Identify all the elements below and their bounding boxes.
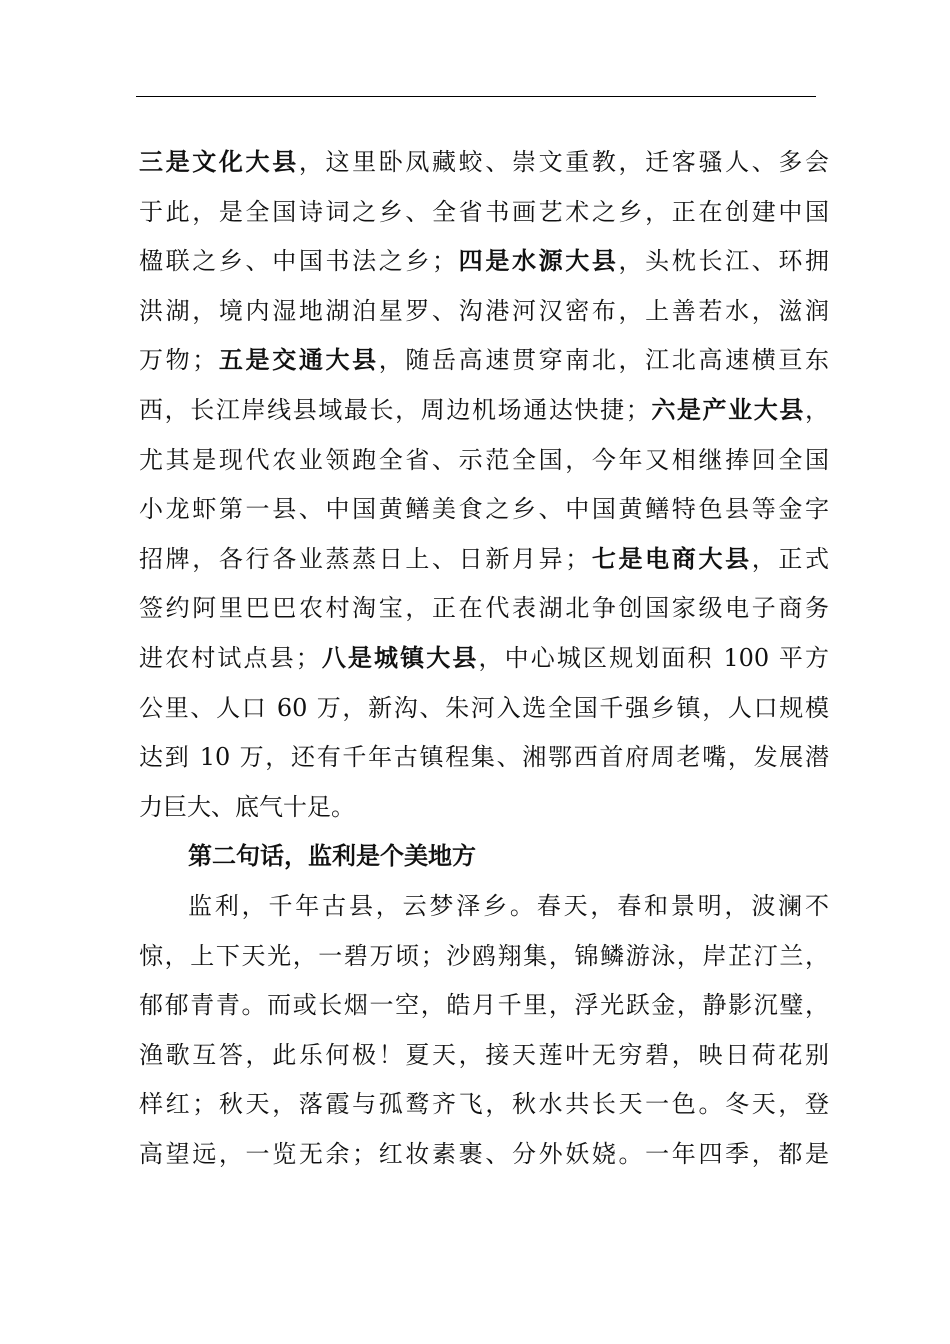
text-line xyxy=(139,688,829,728)
text-span: 样红；秋天，落霞与孤鹜齐飞，秋水共长天一色。冬天，登 xyxy=(139,1090,829,1119)
text-span: ，这里卧凤藏蛟、崇文重教，迁客骚人、多会 xyxy=(298,148,830,176)
text-line xyxy=(139,588,829,628)
bold-phrase: 五是交通大县 xyxy=(216,346,379,375)
text-line xyxy=(139,1134,829,1174)
section-heading xyxy=(188,836,829,876)
text-span: 郁郁青青。而或长烟一空，皓月千里，浮光跃金，静影沉璧， xyxy=(139,991,829,1020)
text-line xyxy=(139,192,829,232)
text-line xyxy=(139,539,829,579)
bold-phrase: 第二句话，监利是个美地方 xyxy=(188,842,476,871)
text-span: 于此，是全国诗词之乡、全省书画艺术之乡，正在创建中国 xyxy=(139,197,829,226)
header-rule xyxy=(136,96,816,97)
text-span: 进农村试点县； xyxy=(139,644,320,672)
bold-phrase: 七是电商大县 xyxy=(589,544,752,573)
bold-phrase: 四是水源大县 xyxy=(456,247,619,276)
text-line xyxy=(139,142,829,182)
text-line xyxy=(139,241,829,281)
text-line xyxy=(188,886,829,926)
text-span: 惊，上下天光，一碧万顷；沙鸥翔集，锦鳞游泳，岸芷汀兰， xyxy=(139,941,829,970)
text-line xyxy=(139,390,829,430)
text-span: 力巨大、底气十足。 xyxy=(139,792,355,821)
text-span: 小龙虾第一县、中国黄鳝美食之乡、中国黄鳝特色县等金字 xyxy=(139,495,829,524)
text-line xyxy=(139,985,829,1025)
text-line xyxy=(139,936,829,976)
text-line xyxy=(139,737,829,777)
text-line xyxy=(139,291,829,331)
text-line xyxy=(139,440,829,480)
bold-phrase: 六是产业大县 xyxy=(649,396,806,424)
text-span: 渔歌互答，此乐何极！夏天，接天莲叶无穷碧，映日荷花别 xyxy=(139,1040,829,1069)
text-span: ， xyxy=(805,396,830,424)
text-line xyxy=(139,1035,829,1075)
text-span: ，随岳高速贯穿南北，江北高速横亘东 xyxy=(378,346,830,375)
text-span: 西，长江岸线县域最长，周边机场通达快捷； xyxy=(139,396,650,424)
text-span: ，头枕长江、环拥 xyxy=(618,247,830,276)
text-span: 万物； xyxy=(139,346,217,375)
text-span: ，中心城区规划面积 100 平方 xyxy=(478,644,829,672)
text-span: 招牌，各行各业蒸蒸日上、日新月异； xyxy=(139,544,590,573)
text-line xyxy=(139,489,829,529)
text-span: 洪湖，境内湿地湖泊星罗、沟港河汉密布，上善若水，滋润 xyxy=(139,296,829,325)
bold-phrase: 八是城镇大县 xyxy=(319,644,479,672)
text-span: 签约阿里巴巴农村淘宝，正在代表湖北争创国家级电子商务 xyxy=(139,594,829,623)
bold-phrase: 三是文化大县 xyxy=(139,148,299,176)
text-line xyxy=(139,787,829,827)
text-span: 楹联之乡、中国书法之乡； xyxy=(139,247,457,276)
text-span: 公里、人口 60 万，新沟、朱河入选全国千强乡镇，人口规模 xyxy=(139,693,829,722)
text-span: 达到 10 万，还有千年古镇程集、湘鄂西首府周老嘴，发展潜 xyxy=(139,743,829,772)
text-line xyxy=(139,340,829,380)
text-span: 监利，千年古县，云梦泽乡。春天，春和景明，波澜不 xyxy=(188,892,829,920)
text-span: 尤其是现代农业领跑全省、示范全国，今年又相继捧回全国 xyxy=(139,445,829,474)
text-span: ，正式 xyxy=(751,544,830,573)
text-line xyxy=(139,1084,829,1124)
text-line xyxy=(139,638,829,678)
text-span: 高望远，一览无余；红妆素裹、分外妖娆。一年四季，都是 xyxy=(139,1140,829,1168)
